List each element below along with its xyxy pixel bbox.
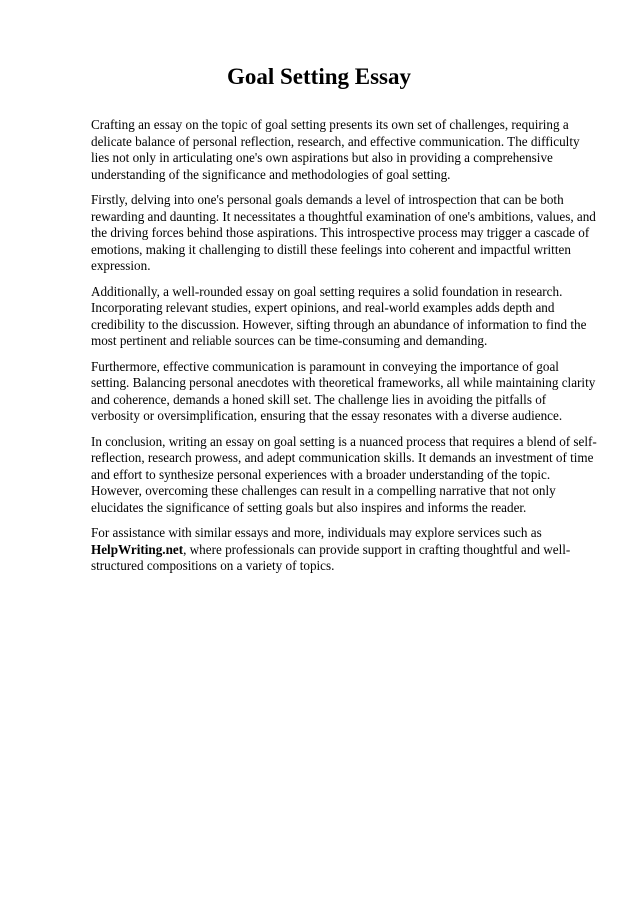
paragraph-communication: Furthermore, effective communication is paramount in conveying the importance of goal setting. Balancing personal anecdotes with theoretical frameworks, all while maintaining clarity and coherence, demands a honed skill set. The challenge lies in avoiding the pitfalls of verbosity or oversimplification, ensuring that the essay resonates with a diverse audience. <box>91 358 596 423</box>
paragraph-intro: Crafting an essay on the topic of goal setting presents its own set of challenges, requiring a delicate balance of personal reflection, research, and effective communication. The difficulty lies not only in articulating one's own aspirations but also in providing a comprehensive understanding of the significance and methodologies of goal setting. <box>91 117 580 182</box>
paragraph-conclusion: In conclusion, writing an essay on goal setting is a nuanced process that requires a blend of self-reflection, research prowess, and adept communication skills. It demands an investment of time and effort to synthesize personal experiences with a broader understanding of the topic. However, overcoming these challenges can result in a compelling narrative that not only elucidates the significance of setting goals but also inspires and informs the reader. <box>91 433 597 515</box>
assistance-text-after: , where professionals can provide support in crafting thoughtful and well-structured compositions on a variety of topics. <box>91 541 571 573</box>
page-title: Goal Setting Essay <box>226 64 412 89</box>
assistance-text-before: For assistance with similar essays and more, individuals may explore services such as <box>91 525 542 540</box>
paragraph-introspection: Firstly, delving into one's personal goals demands a level of introspection that can be both rewarding and daunting. It necessitates a thoughtful examination of one's ambitions, values, and the driving forces behind those aspirations. This introspective process may trigger a cascade of emotions, making it challenging to distill these feelings into coherent and impactful written expression. <box>91 192 596 273</box>
paragraph-assistance <box>91 525 597 575</box>
document-body <box>91 117 597 584</box>
paragraph-research: Additionally, a well-rounded essay on goal setting requires a solid foundation in research. Incorporating relevant studies, expert opinions, and real-world examples adds depth and credibility to the discussion. However, sifting through an abundance of information to find the most pertinent and reliable sources can be time-consuming and demanding. <box>91 283 587 348</box>
brand-name: HelpWriting.net <box>91 541 184 557</box>
